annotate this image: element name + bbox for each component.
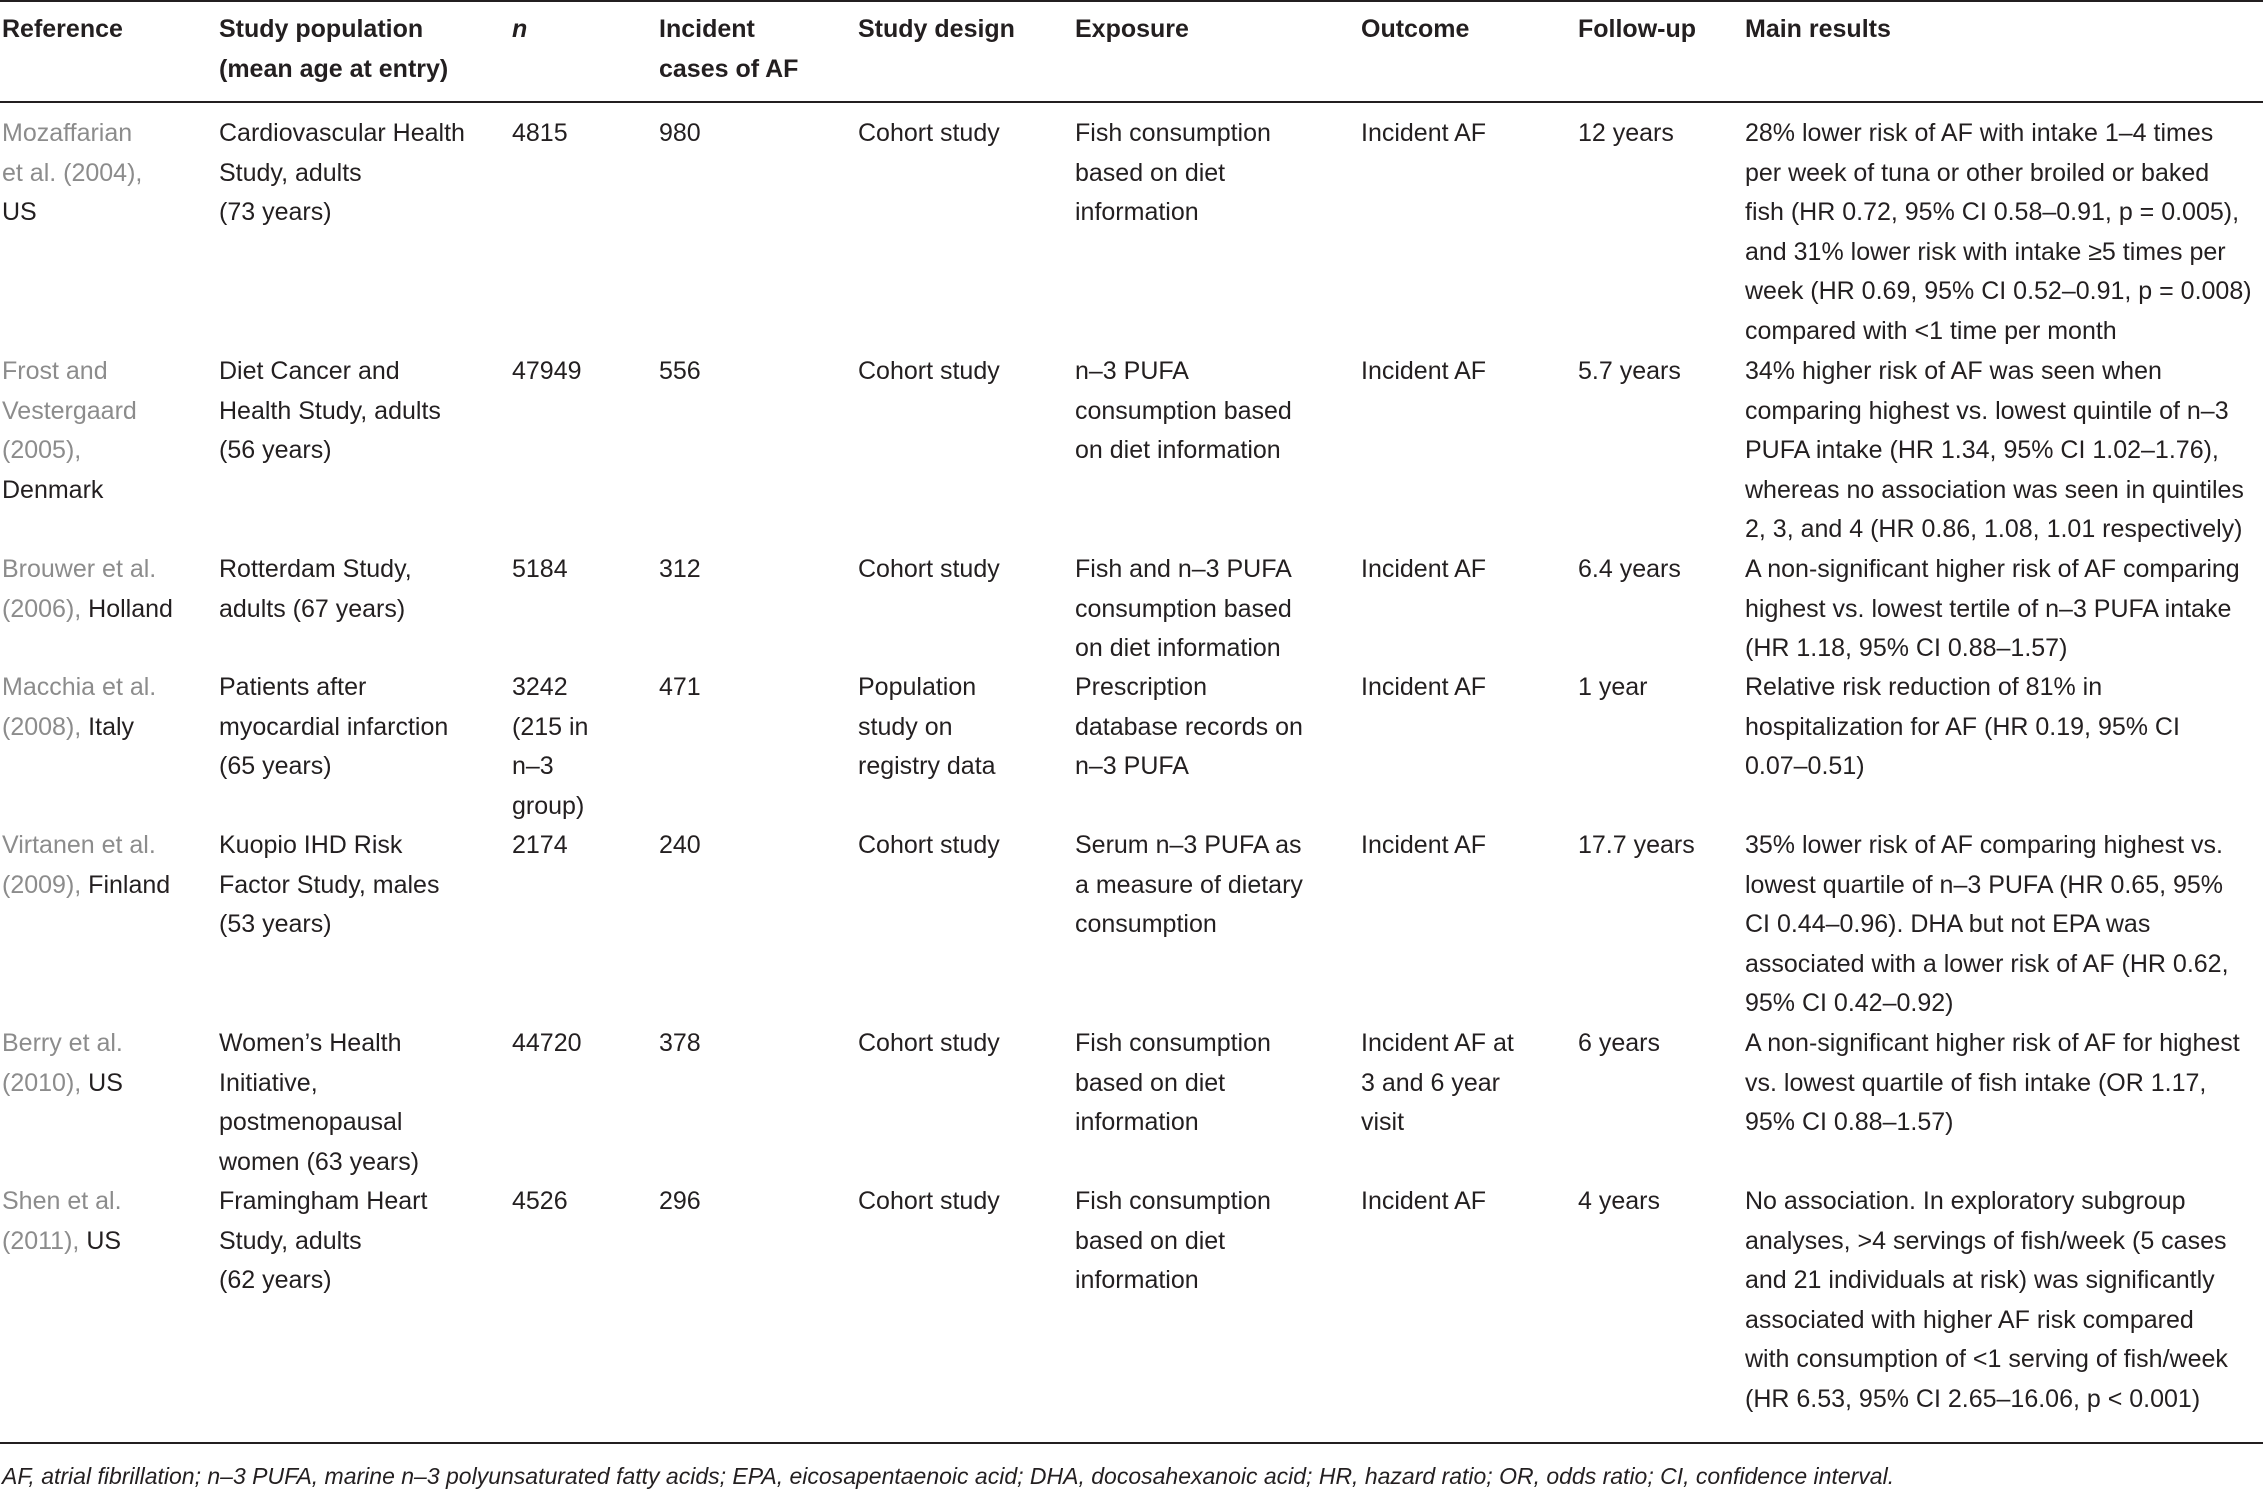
cell-followup: 12 years	[1578, 119, 1674, 147]
cell-followup: 6 years	[1578, 1029, 1660, 1057]
cell-outcome: Incident AF	[1361, 119, 1487, 147]
cell-outcome: Incident AF	[1361, 555, 1487, 583]
cell-population: Framingham Heart Study, adults (62 years)	[219, 1187, 428, 1295]
cell-outcome: Incident AF at 3 and 6 year visit	[1361, 1029, 1514, 1137]
reference-country: US	[2, 198, 37, 227]
header-design: Study design	[858, 15, 1015, 43]
cell-cases: 240	[659, 831, 701, 859]
reference-authors: Shen et al. (2011),	[2, 1187, 122, 1255]
cell-n: 3242 (215 in n–3 group)	[512, 673, 589, 820]
reference-authors: Macchia et al. (2008),	[2, 673, 157, 741]
cell-exposure: Fish consumption based on diet information	[1075, 1187, 1271, 1295]
reference-country: US	[88, 1068, 123, 1097]
cell-followup: 17.7 years	[1578, 831, 1695, 859]
cell-cases: 471	[659, 673, 701, 701]
cell-results: Relative risk reduction of 81% in hospitalization for AF (HR 0.19, 95% CI 0.07–0.51)	[1745, 673, 2180, 781]
cell-results: 28% lower risk of AF with intake 1–4 times per week of tuna or other broiled or baked fish (HR 0.72, 95% CI 0.58–0.91, p = 0.005), and 31% lower risk with intake ≥5 times per week (HR 0.69, 95% CI 0.52–0.91, p = 0.008) compared with <1 time per month	[1745, 119, 2252, 345]
cell-design: Cohort study	[858, 1187, 1000, 1215]
reference-authors: Berry et al. (2010),	[2, 1029, 123, 1097]
cell-followup: 6.4 years	[1578, 555, 1681, 583]
header-reference: Reference	[2, 15, 123, 43]
header-exposure: Exposure	[1075, 15, 1189, 43]
cell-results: A non-significant higher risk of AF comparing highest vs. lowest tertile of n–3 PUFA intake (HR 1.18, 95% CI 0.88–1.57)	[1745, 555, 2240, 663]
reference-authors: Mozaffarian et al. (2004),	[2, 119, 143, 187]
cell-reference	[2, 1024, 123, 1103]
header-results: Main results	[1745, 15, 1891, 43]
header-rule	[0, 101, 2263, 103]
cell-n: 4526	[512, 1187, 568, 1215]
header-followup: Follow-up	[1578, 15, 1697, 43]
cell-reference	[2, 668, 156, 747]
cell-n: 47949	[512, 357, 582, 385]
cell-population: Diet Cancer and Health Study, adults (56 years)	[219, 357, 441, 465]
cell-reference	[2, 826, 170, 905]
cell-population: Kuopio IHD Risk Factor Study, males (53 years)	[219, 831, 440, 939]
cell-design: Population study on registry data	[858, 673, 996, 781]
reference-country: Denmark	[2, 475, 104, 504]
cell-n: 5184	[512, 555, 568, 583]
table-footnote: AF, atrial fibrillation; n–3 PUFA, marine n–3 polyunsaturated fatty acids; EPA, eicosapentaenoic acid; DHA, docosahexanoic acid; HR, hazard ratio; OR, odds ratio; CI, confidence interval.	[2, 1463, 1895, 1489]
reference-country: Italy	[88, 712, 135, 741]
cell-design: Cohort study	[858, 119, 1000, 147]
cell-exposure: Prescription database records on n–3 PUFA	[1075, 673, 1303, 781]
reference-country: US	[86, 1226, 122, 1255]
cell-cases: 378	[659, 1029, 701, 1057]
cell-design: Cohort study	[858, 1029, 1000, 1057]
cell-results: 35% lower risk of AF comparing highest vs. lowest quartile of n–3 PUFA (HR 0.65, 95% CI 0.44–0.96). DHA but not EPA was associated with a lower risk of AF (HR 0.62, 95% CI 0.42–0.92)	[1745, 831, 2229, 1018]
table-bottom-rule	[0, 1442, 2263, 1444]
cell-exposure: Serum n–3 PUFA as a measure of dietary consumption	[1075, 831, 1303, 939]
cell-followup: 4 years	[1578, 1187, 1660, 1215]
cell-exposure: n–3 PUFA consumption based on diet information	[1075, 357, 1292, 465]
cell-design: Cohort study	[858, 357, 1000, 385]
cell-exposure: Fish consumption based on diet information	[1075, 119, 1271, 227]
cell-reference	[2, 352, 137, 510]
cell-reference	[2, 550, 173, 629]
cell-exposure: Fish consumption based on diet information	[1075, 1029, 1271, 1137]
cell-population: Women’s Health Initiative, postmenopausal women (63 years)	[219, 1029, 420, 1176]
cell-design: Cohort study	[858, 831, 1000, 859]
cell-design: Cohort study	[858, 555, 1000, 583]
cell-followup: 1 year	[1578, 673, 1648, 701]
cell-outcome: Incident AF	[1361, 357, 1487, 385]
cell-outcome: Incident AF	[1361, 831, 1487, 859]
cell-outcome: Incident AF	[1361, 1187, 1487, 1215]
reference-country: Finland	[88, 870, 171, 899]
reference-authors: Brouwer et al. (2006),	[2, 555, 157, 623]
cell-cases: 296	[659, 1187, 701, 1215]
table-top-rule	[0, 0, 2263, 2]
cell-cases: 980	[659, 119, 701, 147]
cell-n: 2174	[512, 831, 568, 859]
header-n: n	[512, 15, 528, 43]
reference-country: Holland	[88, 594, 173, 623]
cell-population: Rotterdam Study, adults (67 years)	[219, 555, 412, 623]
cell-results: 34% higher risk of AF was seen when comparing highest vs. lowest quintile of n–3 PUFA intake (HR 1.34, 95% CI 1.02–1.76), whereas no association was seen in quintiles 2, 3, and 4 (HR 0.86, 1.08, 1.01 respectively)	[1745, 357, 2244, 544]
cell-n: 4815	[512, 119, 568, 147]
cell-cases: 312	[659, 555, 701, 583]
cell-reference	[2, 114, 142, 233]
header-outcome: Outcome	[1361, 15, 1470, 43]
header-cases: Incident cases of AF	[659, 15, 799, 83]
cell-outcome: Incident AF	[1361, 673, 1487, 701]
cell-population: Patients after myocardial infarction (65 years)	[219, 673, 449, 781]
cell-exposure: Fish and n–3 PUFA consumption based on diet information	[1075, 555, 1292, 663]
reference-authors: Virtanen et al. (2009),	[2, 831, 156, 899]
cell-cases: 556	[659, 357, 701, 385]
cell-n: 44720	[512, 1029, 582, 1057]
cell-reference	[2, 1182, 122, 1261]
cell-population: Cardiovascular Health Study, adults (73 years)	[219, 119, 465, 227]
cell-results: No association. In exploratory subgroup analyses, >4 servings of fish/week (5 cases and 21 individuals at risk) was significantly associated with higher AF risk compared with consumption of <1 serving of fish/week (HR 6.53, 95% CI 2.65–16.06, p < 0.001)	[1745, 1187, 2228, 1413]
cell-results: A non-significant higher risk of AF for highest vs. lowest quartile of fish intake (OR 1.17, 95% CI 0.88–1.57)	[1745, 1029, 2240, 1137]
reference-authors: Frost and Vestergaard (2005),	[2, 357, 137, 465]
cell-followup: 5.7 years	[1578, 357, 1681, 385]
header-population: Study population (mean age at entry)	[219, 15, 449, 83]
